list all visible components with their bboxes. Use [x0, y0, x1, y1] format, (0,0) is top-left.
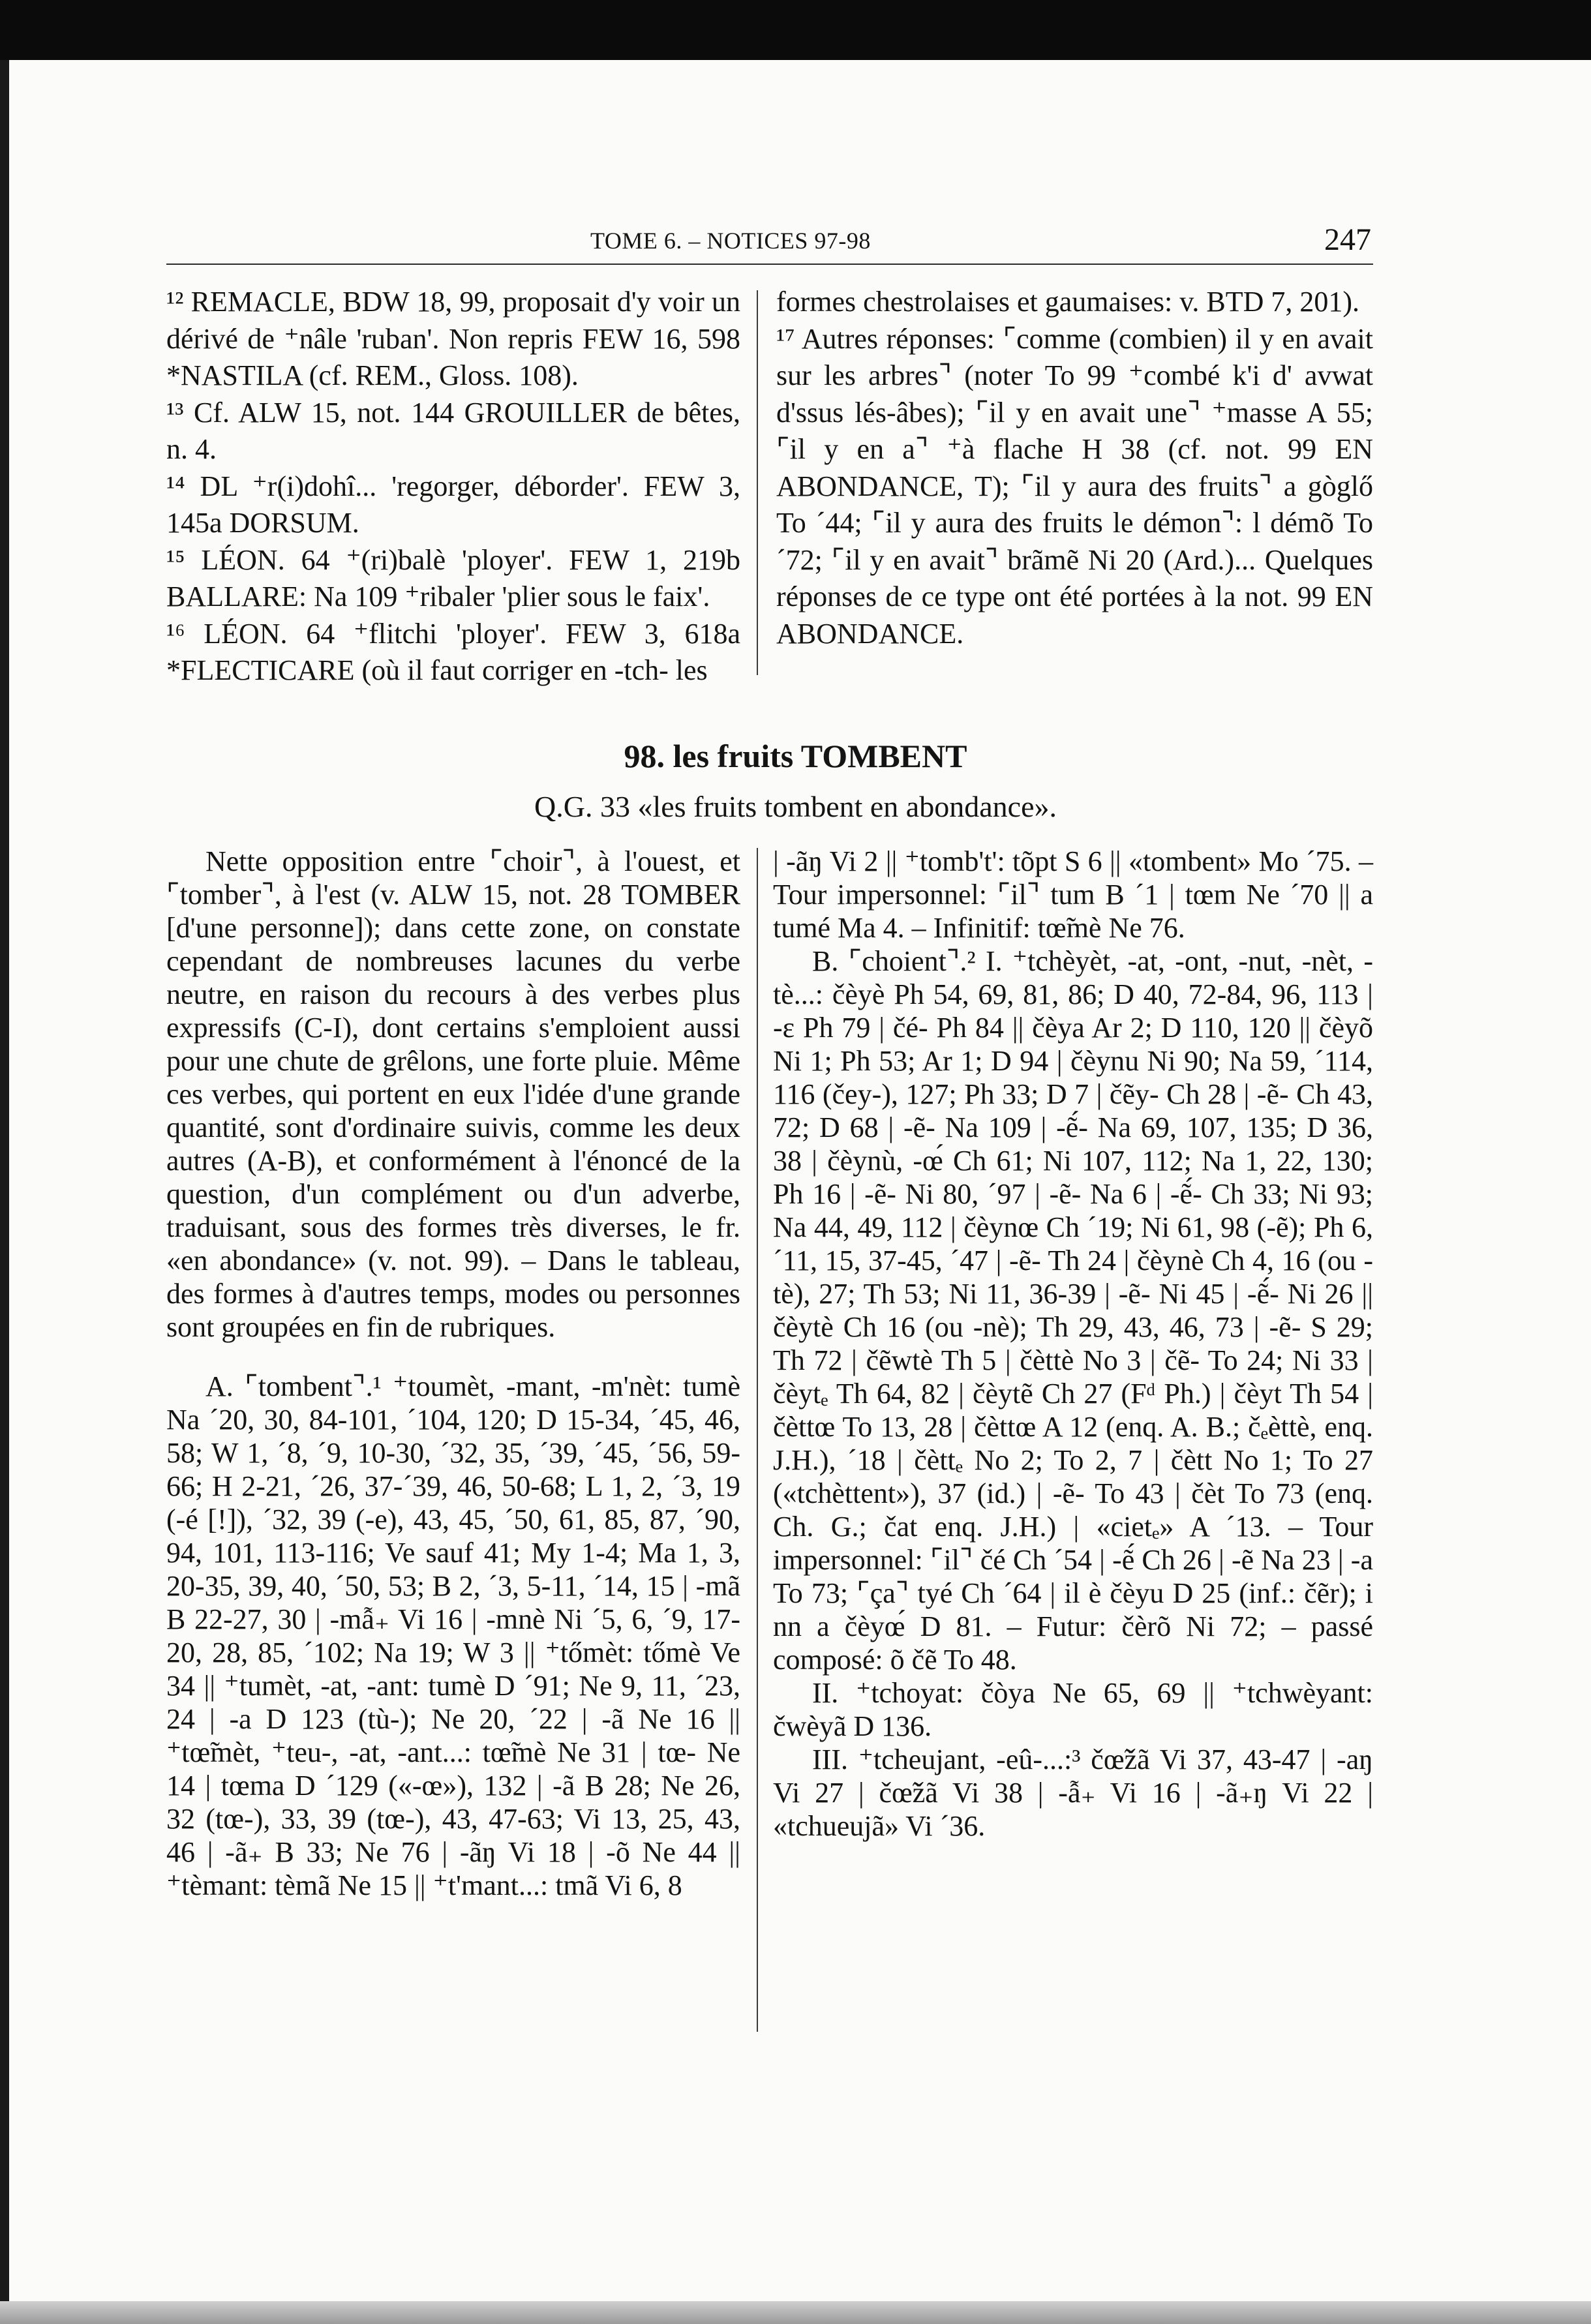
running-head: TOME 6. – NOTICES 97-98 [590, 228, 871, 254]
footnotes-right-column [776, 284, 1373, 652]
footnote-14: ¹⁴ DL ⁺r(i)dohî... 'regorger, déborder'. FEW 3, 145a DORSUM. [166, 470, 740, 539]
paragraph-b-ii: II. ⁺tchoyat: čòya Ne 65, 69 || ⁺tchwèyant: čwèyã D 136. [773, 1677, 1373, 1742]
footnote-15: ¹⁵ LÉON. 64 ⁺(ri)balè 'ployer'. FEW 1, 219b BALLARE: Na 109 ⁺ribaler 'plier sous le faix'. [166, 543, 740, 612]
header-rule [166, 264, 1373, 265]
body-right-column [773, 845, 1373, 1843]
intro-paragraph: Nette opposition entre ⌜choir⌝, à l'ouest, et ⌜tomber⌝, à l'est (v. ALW 15, not. 28 TOMBER [d'une personne]); dans cette zone, on constate cependant de nombreuses lacunes du verbe neutre, en raison du recours à des verbes plus expressifs (C-I), dont certains s'emploient aussi pour une chute de grêlons, une forte pluie. Même ces verbes, qui portent en eux l'idée d'une grande quantité, sont d'ordinaire suivis, comme les deux autres (A-B), et conformément à l'énoncé de la question, d'un complément ou d'un adverbe, traduisant, sous des formes très diverses, le fr. «en abondance» (v. not. 99). – Dans le tableau, des formes à d'autres temps, modes ou personnes sont groupées en fin de rubriques. [166, 845, 740, 1343]
body-column-divider [757, 848, 758, 2032]
paragraph-b-choient: B. ⌜choient⌝.² I. ⁺tchèyèt, -at, -ont, -nut, -nèt, -tè...: čèyè Ph 54, 69, 81, 86; D 40, 72-84, 96, 113 | -ɛ Ph 79 | čé- Ph 84 || čèya Ar 2; D 110, 120 || čèyõ Ni 1; Ph 53; Ar 1; D 94 | čèynu Ni 90; Na 59, ´114, 116 (čey-), 127; Ph 33; D 7 | čẽy- Ch 28 | -ẽ- Ch 43, 72; D 68 | -ẽ- Na 109 | -ẽ́- Na 69, 107, 135; D 36, 38 | čèynù, -œ́ Ch 61; Ni 107, 112; Na 1, 22, 130; Ph 16 | -ẽ- Ni 80, ´97 | -ẽ- Na 6 | -ẽ́- Ch 33; Ni 93; Na 44, 49, 112 | čèynœ Ch ´19; Ni 61, 98 (-ẽ); Ph 6, ´11, 15, 37-45, ´47 | -ẽ- Th 24 | čèynè Ch 4, 16 (ou -tè), 27; Th 53; Ni 11, 36-39 | -ẽ- Ni 45 | -ẽ́- Ni 26 || čèytè Ch 16 (ou -nè); Th 29, 43, 46, 73 | -ẽ- S 29; Th 72 | čẽwtè Th 5 | čèttè No 3 | čẽ- To 24; Ni 33 | čèytₑ Th 64, 82 | čèytẽ Ch 27 (Fᵈ Ph.) | čèyt Th 54 | čèttœ To 13, 28 | čèttœ A 12 (enq. A. B.; čₑèttè, enq. J.H.), ´18 | čèttₑ No 2; To 2, 7 | čètt No 1; To 27 («tchèttent»), 37 (id.) | -ẽ- To 43 | čèt To 73 (enq. Ch. G.; čat enq. J.H.) | «cietₑ» A ´13. – Tour impersonnel: ⌜il⌝ čé Ch ´54 | -ẽ́ Ch 26 | -ẽ Na 23 | -a To 73; ⌜ça⌝ tyé Ch ´64 | il è čèyu D 25 (inf.: čẽr); i nn a čèyœ́ D 81. – Futur: čèrõ Ni 72; – passé composé: õ čẽ To 48. [773, 945, 1373, 1676]
footnote-16-continued: formes chestrolaises et gaumaises: v. BTD 7, 201). [776, 286, 1360, 318]
paragraph-b-iii: III. ⁺tcheujant, -eû-...:³ čœ̃žã Vi 37, 43-47 | -aŋ Vi 27 | čœ̃žã Vi 38 | -ẫ₊ Vi 16 | -ã₊ŋ Vi 22 | «tchueujã» Vi ´36. [773, 1743, 1373, 1842]
section-title: 98. les fruits TOMBENT [624, 738, 967, 774]
footnote-16: ¹⁶ LÉON. 64 ⁺flitchi 'ployer'. FEW 3, 618a *FLECTICARE (où il faut corriger en -tch- les [166, 617, 740, 686]
scan-top-border [0, 0, 1591, 60]
footnote-12: ¹² REMACLE, BDW 18, 99, proposait d'y voir un dérivé de ⁺nâle 'ruban'. Non repris FEW 16, 598 *NASTILA (cf. REM., Gloss. 108). [166, 286, 740, 391]
footnote-13: ¹³ Cf. ALW 15, not. 144 GROUILLER de bêtes, n. 4. [166, 396, 740, 465]
footnotes-left-column [166, 284, 740, 689]
scan-left-border [0, 60, 9, 2324]
paragraph-a-tombent: A. ⌜tombent⌝.¹ ⁺toumèt, -mant, -m'nèt: tumè Na ´20, 30, 84-101, ´104, 120; D 15-34, ´45, 46, 58; W 1, ´8, ´9, 10-30, ´32, 35, ´39, ´45, ´56, 59-66; H 2-21, ´26, 37-´39, 46, 50-68; L 1, 2, ´3, 19 (-é [!]), ´32, 39 (-e), 43, 45, ´50, 61, 85, 87, ´90, 94, 101, 113-116; Ve sauf 41; My 1-4; Ma 1, 3, 20-35, 39, 40, ´50, 53; B 2, ´3, 5-11, ´14, 15 | -mã B 22-27, 30 | -mẫ₊ Vi 16 | -mnè Ni ´5, 6, ´9, 17-20, 28, 85, ´102; Na 19; W 3 || ⁺tőmèt: tőmè Ve 34 || ⁺tumèt, -at, -ant: tumè D ´91; Ne 9, 11, ´23, 24 | -a D 123 (tù-); Ne 20, ´22 | -ã Ne 16 || ⁺tœ̃mèt, ⁺teu-, -at, -ant...: tœ̃mè Ne 31 | tœ- Ne 14 | tœma D ´129 («-œ»), 132 | -ã B 28; Ne 26, 32 (tœ-), 33, 39 (tœ-), 43, 47-63; Vi 13, 25, 43, 46 | -ã₊ B 33; Ne 76 | -ãŋ Vi 18 | -õ Ne 44 || ⁺tèmant: tèmã Ne 15 || ⁺t'mant...: tmã Vi 6, 8 [166, 1370, 740, 1901]
page-number: 247 [1324, 222, 1371, 257]
paragraph-a-continued: | -ãŋ Vi 2 || ⁺tomb't': tõpt S 6 || «tombent» Mo ´75. – Tour impersonnel: ⌜il⌝ tum B ´1 | tœm Ne ´70 || a tumé Ma 4. – Infinitif: tœ̃mè Ne 76. [773, 845, 1373, 944]
footnote-17: ¹⁷ Autres réponses: ⌜comme (combien) il y en avait sur les arbres⌝ (noter To 99 ⁺combé k'i d' avwat d'ssus lés-âbes); ⌜il y en avait une⌝ ⁺masse A 55; ⌜il y en a⌝ ⁺à flache H 38 (cf. not. 99 EN ABONDANCE, T); ⌜il y aura des fruits⌝ a gòglő To ´44; ⌜il y aura des fruits le démon⌝: l démõ To ´72; ⌜il y en avait⌝ brãmẽ Ni 20 (Ard.)... Quelques réponses de ce type ont été portées à la not. 99 EN ABONDANCE. [776, 322, 1373, 650]
footnote-column-divider [757, 290, 758, 675]
scan-bottom-border [0, 2301, 1591, 2324]
section-question: Q.G. 33 «les fruits tombent en abondance». [534, 790, 1057, 823]
body-left-column [166, 845, 740, 1902]
